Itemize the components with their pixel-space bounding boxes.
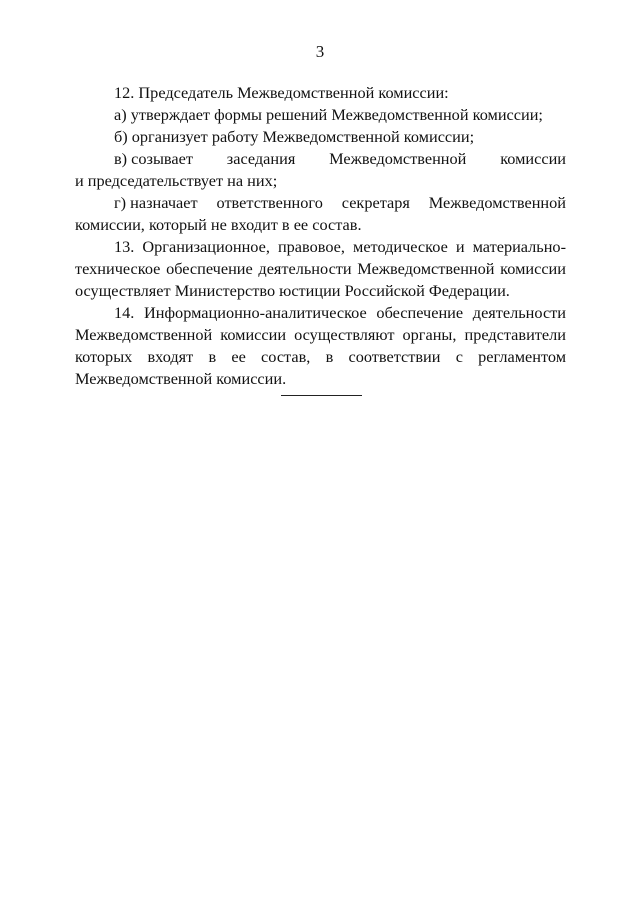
paragraph-12v-first-line xyxy=(75,148,566,170)
paragraph-13: 13. Организационное, правовое, методическое и материально-техническое обеспечение деятельности Межведомственной комиссии осуществляет Министерство юстиции Российской Федерации. xyxy=(75,237,566,300)
paragraph-12g-word: секретаря xyxy=(341,193,410,212)
paragraph-12v-word: в) созывает xyxy=(114,149,193,168)
paragraph-12g xyxy=(75,192,566,236)
paragraph-14: 14. Информационно-аналитическое обеспечение деятельности Межведомственной комиссии осуществляют органы, представители которых входят в ее состав, в соответствии с регламентом Межведомственной комиссии. xyxy=(75,303,566,388)
paragraph-12v-continuation: и председательствует на них; xyxy=(75,171,278,190)
paragraph-12v-word: комиссии xyxy=(500,149,566,168)
paragraph-12b: б) организует работу Межведомственной комиссии; xyxy=(114,127,475,146)
page-number: 3 xyxy=(315,42,325,61)
paragraph-12: 12. Председатель Межведомственной комиссии: xyxy=(114,83,449,102)
document-body xyxy=(75,82,566,390)
closing-rule-divider xyxy=(281,395,362,396)
paragraph-12v-word: заседания xyxy=(226,149,296,168)
paragraph-12g-first-line xyxy=(75,192,566,214)
paragraph-12g-word: г) назначает xyxy=(114,193,198,212)
paragraph-12v xyxy=(75,148,566,192)
paragraph-12g-continuation: комиссии, который не входит в ее состав. xyxy=(75,215,362,234)
paragraph-12a: а) утверждает формы решений Межведомственной комиссии; xyxy=(114,105,543,124)
paragraph-12g-word: ответственного xyxy=(216,193,323,212)
paragraph-12v-word: Межведомственной xyxy=(329,149,467,168)
paragraph-12g-word: Межведомственной xyxy=(428,193,566,212)
